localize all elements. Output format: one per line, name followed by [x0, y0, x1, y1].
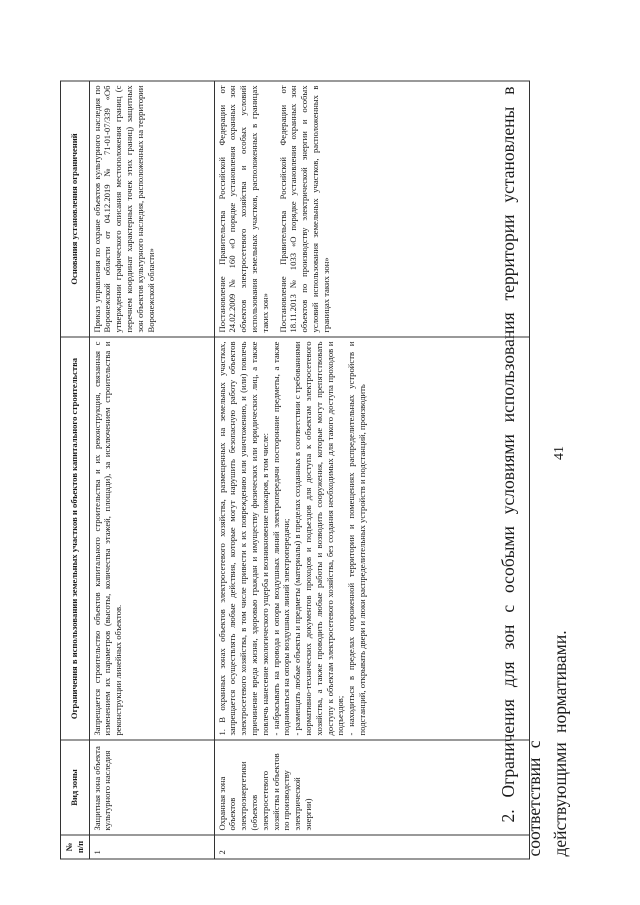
table-header-row — [61, 81, 90, 859]
row-number: 2 — [214, 835, 529, 859]
paragraph-gap — [271, 85, 278, 332]
zone-basis — [89, 81, 214, 337]
basis-paragraph: Постановление Правительства Российской Федерации от 18.11.2013 № 1033 «О порядке установления охранных зон объектов по производству электрической энергии и особых условий использования земельных участков, расположенных в границах таких зон» — [277, 85, 331, 332]
zone-restrictions — [89, 337, 214, 740]
restrictions-table — [60, 80, 530, 859]
restriction-paragraph: - находиться в пределах огороженной территории и помещениях распределительных устройств и подстанций, открывать двери и люки распределительных устройств и подстанций, производить — [346, 341, 367, 735]
table-row — [214, 81, 529, 859]
basis-paragraph: Приказ управления по охране объектов культурного наследия по Воронежской области от 04.12.2019 № 71-01-07/339 «Об утверждении графического описания местоположения границ (с перечнем координат характерных точек этих границ) защитных зон объектов культурного наследия, расположенных на территории Воронежской области» — [91, 85, 156, 332]
restriction-paragraph: - размещать любые объекты и предметы (материалы) в пределах созданных в соответствии с требованиями нормативно-технических документов проходов и подъездов для доступа к объектам электросетевого хозяйства, а также проводить любые работы и возводить сооружения, которые могут препятствовать доступу к объектам электросетевого хозяйства, без создания необходимых для такого доступа проходов и подъездов; — [292, 341, 346, 735]
basis-paragraph: Постановление Правительства Российской Федерации от 24.02.2009 № 160 «О порядке установления охранных зон объектов электросетевого хозяйства и особых условий использования земельных участков, расположенных в границах таких зон» — [216, 85, 270, 332]
page-number: 41 — [552, 445, 567, 460]
restriction-paragraph: - набрасывать на провода и опоры воздушных линий электропередачи посторонние предметы, а также подниматься на опоры воздушных линий электропередачи; — [270, 341, 292, 735]
zone-restrictions — [214, 337, 529, 740]
header-num: № п/п — [61, 835, 90, 859]
restriction-paragraph: 1. В охранных зонах объектов электросетевого хозяйства, размещенных на земельных участках, запрещается осуществлять любые действия, которые могут нарушить безопасную работу объектов электросетевого хозяйства, в том числе привести к их повреждению или уничтожению, и (или) повлечь причинение вреда жизни, здоровью граждан и имуществу физических или юридических лиц, а также повлечь нанесение экологического ущерба и возникновение пожаров, в том числе: — [216, 341, 270, 735]
zone-type: Охранная зона объектов электроэнергетики (объектов электросетевого хозяйства и объектов по производству электрической энергии) — [214, 740, 529, 835]
heading-line-2: действующими нормативами. — [550, 629, 570, 856]
header-restrictions: Ограничения в использовании земельных участков и объектов капитального строительства — [61, 337, 90, 740]
header-zone-type: Вид зоны — [61, 740, 90, 835]
restriction-paragraph: Запрещается строительство объектов капитального строительства и их реконструкция, связанная с изменением их параметров (высоты, количества этажей, площади), за исключением строительства и реконструкции линейных объектов. — [91, 341, 124, 735]
header-basis: Основания установления ограничений — [61, 81, 90, 337]
zone-type: Защитная зона объекта культурного наследия — [89, 740, 214, 835]
zone-basis — [214, 81, 529, 337]
heading-line-1: 2. Ограничения для зон с особыми условиями использования территории установлены в соответствии с — [498, 86, 544, 856]
table-row — [89, 81, 214, 859]
row-number: 1 — [89, 835, 214, 859]
